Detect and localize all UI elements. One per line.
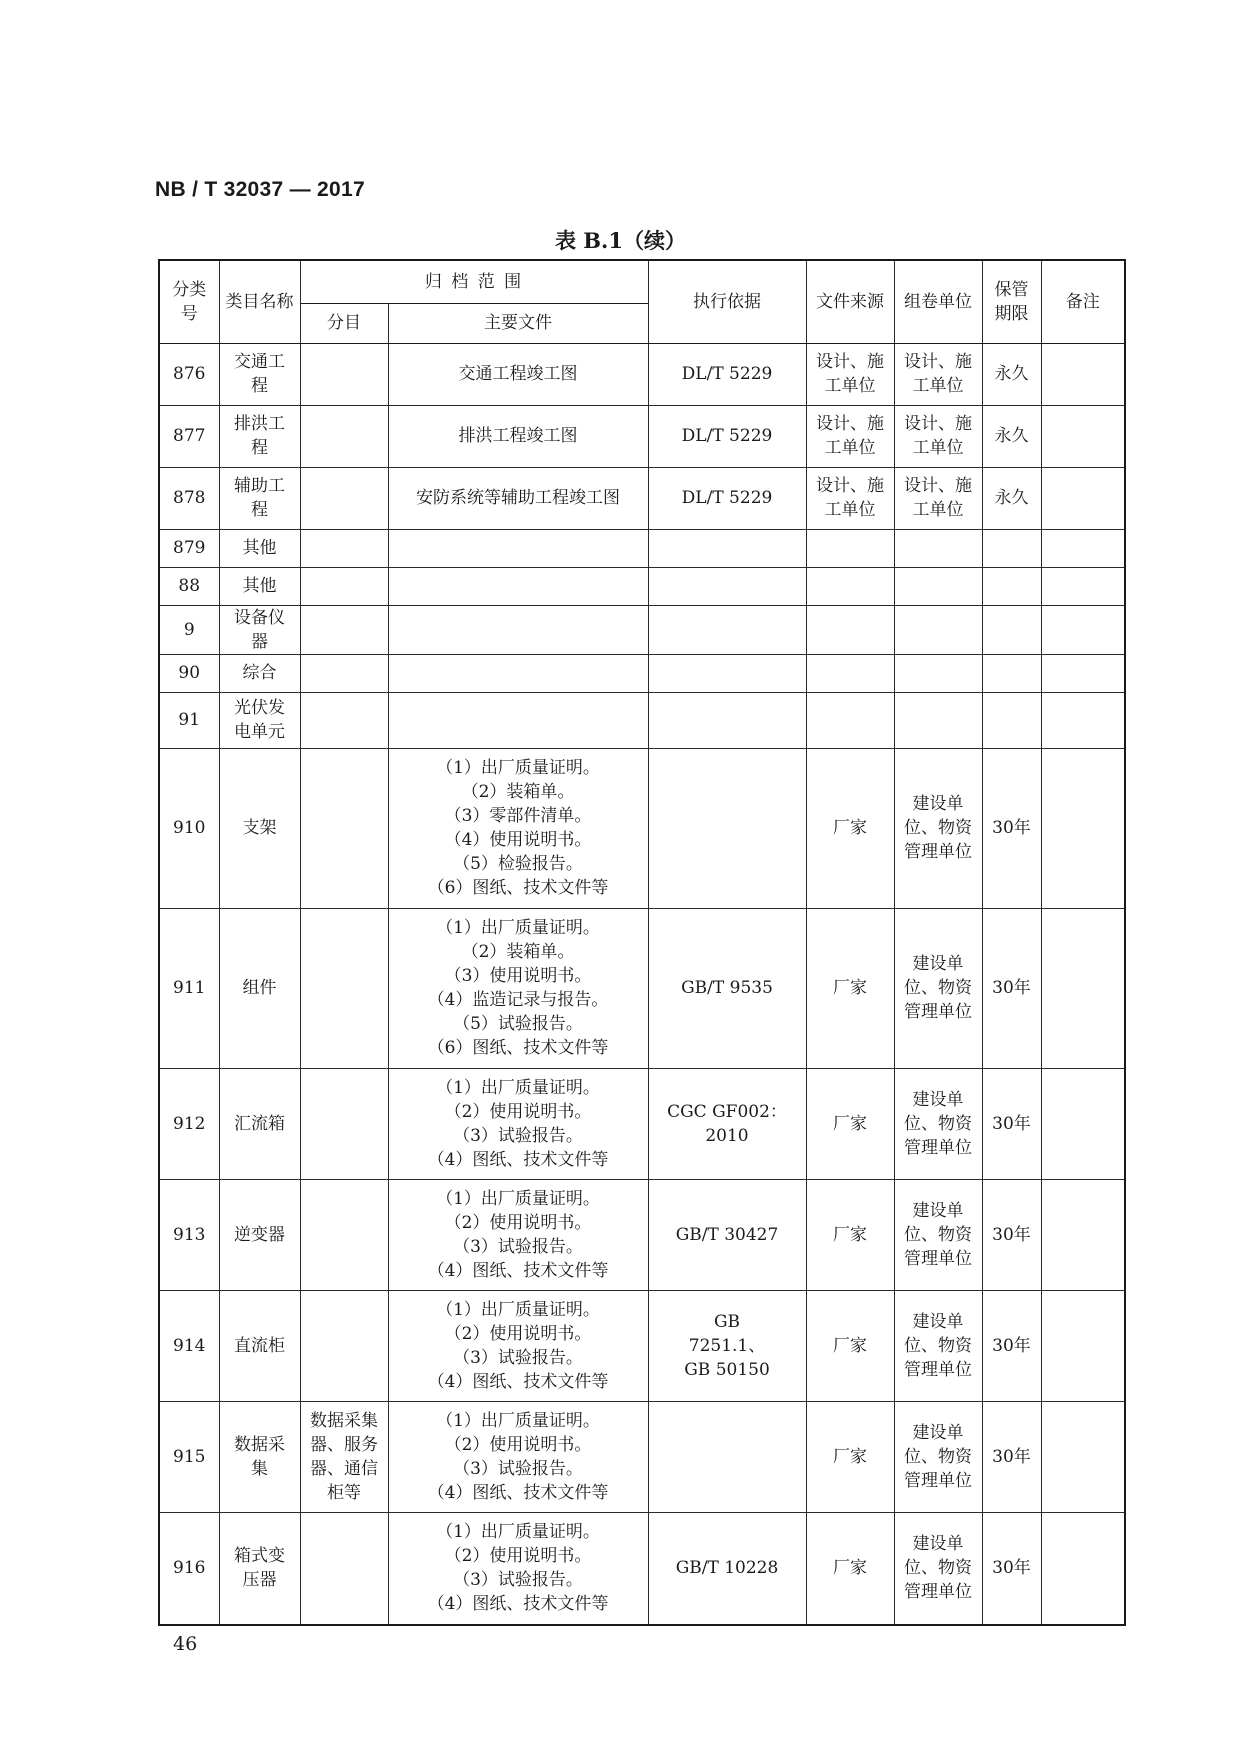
- cell-period: 30年: [982, 1512, 1041, 1625]
- col-header-source: 文件来源: [806, 260, 894, 343]
- col-header-remark: 备注: [1041, 260, 1125, 343]
- cell-basis: DL/T 5229: [648, 405, 806, 467]
- cell-files: [388, 567, 648, 605]
- cell-source: 厂家: [806, 1401, 894, 1512]
- cell-name: 光伏发电单元: [219, 692, 300, 748]
- cell-name: 箱式变压器: [219, 1512, 300, 1625]
- file-item: （3）零部件清单。: [444, 806, 592, 826]
- file-item: （5）试验报告。: [453, 1014, 583, 1034]
- cell-sub: [300, 1512, 388, 1625]
- files-list: [392, 1298, 645, 1394]
- files-list: [392, 916, 645, 1060]
- cell-code: 912: [159, 1068, 219, 1179]
- cell-files: [388, 1068, 648, 1179]
- table-row: [159, 654, 1125, 692]
- cell-remark: [1041, 605, 1125, 654]
- cell-name: 其他: [219, 529, 300, 567]
- cell-period: 30年: [982, 1290, 1041, 1401]
- cell-remark: [1041, 748, 1125, 908]
- cell-remark: [1041, 692, 1125, 748]
- cell-source: 厂家: [806, 1179, 894, 1290]
- file-item: （2）装箱单。: [461, 782, 575, 802]
- cell-remark: [1041, 1068, 1125, 1179]
- cell-code: 915: [159, 1401, 219, 1512]
- col-header-files: 主要文件: [388, 303, 648, 343]
- cell-period: 永久: [982, 467, 1041, 529]
- file-item: （3）试验报告。: [453, 1236, 583, 1257]
- cell-unit: 设计、施工单位: [894, 405, 982, 467]
- cell-files: [388, 908, 648, 1068]
- files-list: [392, 362, 645, 386]
- table-row: [159, 567, 1125, 605]
- cell-remark: [1041, 1290, 1125, 1401]
- cell-unit: [894, 529, 982, 567]
- cell-code: 877: [159, 405, 219, 467]
- cell-basis: GB 7251.1、GB 50150: [648, 1290, 806, 1401]
- cell-code: 878: [159, 467, 219, 529]
- cell-remark: [1041, 1512, 1125, 1625]
- cell-source: 设计、施工单位: [806, 467, 894, 529]
- cell-basis: GB/T 9535: [648, 908, 806, 1068]
- cell-source: 厂家: [806, 748, 894, 908]
- cell-remark: [1041, 343, 1125, 405]
- cell-unit: 建设单位、物资管理单位: [894, 1068, 982, 1179]
- cell-unit: 建设单位、物资管理单位: [894, 1401, 982, 1512]
- cell-name: 逆变器: [219, 1179, 300, 1290]
- cell-source: [806, 692, 894, 748]
- cell-sub: [300, 654, 388, 692]
- file-item: （2）装箱单。: [461, 942, 575, 962]
- file-item: （2）使用说明书。: [444, 1323, 592, 1344]
- col-header-code: 分类号: [159, 260, 219, 343]
- cell-period: 30年: [982, 1401, 1041, 1512]
- cell-unit: [894, 692, 982, 748]
- cell-files: [388, 343, 648, 405]
- cell-code: 911: [159, 908, 219, 1068]
- table-row: [159, 467, 1125, 529]
- cell-basis: [648, 748, 806, 908]
- cell-source: 设计、施工单位: [806, 343, 894, 405]
- cell-period: 30年: [982, 908, 1041, 1068]
- cell-source: [806, 605, 894, 654]
- file-item: （1）出厂质量证明。: [436, 1522, 600, 1543]
- cell-name: 辅助工程: [219, 467, 300, 529]
- table-row: [159, 692, 1125, 748]
- cell-source: 厂家: [806, 1068, 894, 1179]
- cell-code: 9: [159, 605, 219, 654]
- cell-sub: [300, 1290, 388, 1401]
- file-item: （4）图纸、技术文件等: [427, 1482, 609, 1503]
- cell-unit: [894, 654, 982, 692]
- cell-remark: [1041, 467, 1125, 529]
- file-item: （1）出厂质量证明。: [436, 1077, 600, 1098]
- col-header-period: 保管期限: [982, 260, 1041, 343]
- archive-table: [158, 259, 1126, 1626]
- cell-sub: [300, 908, 388, 1068]
- table-row: [159, 1179, 1125, 1290]
- cell-source: [806, 654, 894, 692]
- cell-remark: [1041, 908, 1125, 1068]
- table-row: [159, 1401, 1125, 1512]
- cell-code: 914: [159, 1290, 219, 1401]
- col-header-scope: 归 档 范 围: [300, 260, 648, 303]
- file-item: （6）图纸、技术文件等: [427, 878, 609, 898]
- file-item: （1）出厂质量证明。: [436, 1299, 600, 1320]
- file-item: （1）出厂质量证明。: [436, 918, 600, 938]
- file-item: （5）检验报告。: [453, 854, 583, 874]
- cell-name: 排洪工程: [219, 405, 300, 467]
- cell-code: 91: [159, 692, 219, 748]
- cell-source: [806, 529, 894, 567]
- files-list: [392, 1187, 645, 1283]
- files-list: [392, 756, 645, 900]
- file-item: （4）图纸、技术文件等: [427, 1260, 609, 1281]
- cell-basis: [648, 605, 806, 654]
- cell-source: 设计、施工单位: [806, 405, 894, 467]
- cell-code: 913: [159, 1179, 219, 1290]
- cell-period: 永久: [982, 405, 1041, 467]
- cell-files: [388, 1290, 648, 1401]
- cell-name: 设备仪器: [219, 605, 300, 654]
- cell-sub: [300, 529, 388, 567]
- cell-sub: [300, 748, 388, 908]
- cell-sub: 数据采集器、服务器、通信柜等: [300, 1401, 388, 1512]
- cell-remark: [1041, 529, 1125, 567]
- cell-basis: GB/T 10228: [648, 1512, 806, 1625]
- cell-sub: [300, 405, 388, 467]
- cell-sub: [300, 1068, 388, 1179]
- cell-unit: 建设单位、物资管理单位: [894, 748, 982, 908]
- cell-code: 876: [159, 343, 219, 405]
- file-item: （2）使用说明书。: [444, 1101, 592, 1122]
- cell-name: 组件: [219, 908, 300, 1068]
- cell-period: [982, 567, 1041, 605]
- cell-files: [388, 1179, 648, 1290]
- cell-unit: 建设单位、物资管理单位: [894, 1179, 982, 1290]
- file-item: 排洪工程竣工图: [458, 426, 578, 446]
- cell-unit: [894, 567, 982, 605]
- file-item: 安防系统等辅助工程竣工图: [416, 488, 620, 508]
- cell-basis: [648, 529, 806, 567]
- cell-files: [388, 529, 648, 567]
- cell-period: [982, 529, 1041, 567]
- page-number: 46: [173, 1633, 198, 1655]
- cell-sub: [300, 567, 388, 605]
- files-list: [392, 424, 645, 448]
- table-row: [159, 908, 1125, 1068]
- cell-code: 90: [159, 654, 219, 692]
- cell-remark: [1041, 567, 1125, 605]
- cell-sub: [300, 605, 388, 654]
- cell-source: 厂家: [806, 908, 894, 1068]
- document-code: NB / T 32037 — 2017: [155, 178, 365, 201]
- table-row: [159, 748, 1125, 908]
- cell-source: 厂家: [806, 1512, 894, 1625]
- cell-unit: 建设单位、物资管理单位: [894, 908, 982, 1068]
- table-row: [159, 1290, 1125, 1401]
- file-item: 交通工程竣工图: [458, 364, 578, 384]
- cell-remark: [1041, 405, 1125, 467]
- col-header-basis: 执行依据: [648, 260, 806, 343]
- files-list: [392, 486, 645, 510]
- cell-basis: DL/T 5229: [648, 467, 806, 529]
- table-row: [159, 405, 1125, 467]
- cell-files: [388, 692, 648, 748]
- col-header-unit: 组卷单位: [894, 260, 982, 343]
- cell-period: 30年: [982, 1068, 1041, 1179]
- cell-files: [388, 605, 648, 654]
- cell-name: 数据采集: [219, 1401, 300, 1512]
- cell-files: [388, 654, 648, 692]
- files-list: [392, 1520, 645, 1616]
- cell-remark: [1041, 1179, 1125, 1290]
- cell-name: 支架: [219, 748, 300, 908]
- col-header-name: 类目名称: [219, 260, 300, 343]
- cell-sub: [300, 467, 388, 529]
- table-body: [159, 343, 1125, 1625]
- cell-basis: [648, 654, 806, 692]
- file-item: （1）出厂质量证明。: [436, 1410, 600, 1431]
- cell-name: 汇流箱: [219, 1068, 300, 1179]
- cell-code: 916: [159, 1512, 219, 1625]
- cell-basis: GB/T 30427: [648, 1179, 806, 1290]
- cell-unit: 设计、施工单位: [894, 467, 982, 529]
- file-item: （2）使用说明书。: [444, 1212, 592, 1233]
- cell-files: [388, 467, 648, 529]
- cell-unit: [894, 605, 982, 654]
- table-row: [159, 605, 1125, 654]
- cell-basis: [648, 1401, 806, 1512]
- cell-code: 88: [159, 567, 219, 605]
- table-header: [159, 260, 1125, 343]
- table-row: [159, 1068, 1125, 1179]
- table-row: [159, 529, 1125, 567]
- cell-files: [388, 1401, 648, 1512]
- cell-period: [982, 654, 1041, 692]
- file-item: （4）图纸、技术文件等: [427, 1594, 609, 1615]
- cell-source: 厂家: [806, 1290, 894, 1401]
- file-item: （3）试验报告。: [453, 1570, 583, 1591]
- cell-files: [388, 748, 648, 908]
- file-item: （4）图纸、技术文件等: [427, 1149, 609, 1170]
- cell-name: 交通工程: [219, 343, 300, 405]
- files-list: [392, 1076, 645, 1172]
- cell-sub: [300, 1179, 388, 1290]
- file-item: （3）试验报告。: [453, 1125, 583, 1146]
- cell-basis: DL/T 5229: [648, 343, 806, 405]
- cell-remark: [1041, 1401, 1125, 1512]
- cell-code: 910: [159, 748, 219, 908]
- file-item: （3）使用说明书。: [444, 966, 592, 986]
- cell-basis: CGC GF002：2010: [648, 1068, 806, 1179]
- file-item: （4）图纸、技术文件等: [427, 1371, 609, 1392]
- file-item: （1）出厂质量证明。: [436, 1188, 600, 1209]
- table-caption: 表 B.1（续）: [555, 228, 686, 253]
- table-row: [159, 343, 1125, 405]
- file-item: （3）试验报告。: [453, 1458, 583, 1479]
- file-item: （4）监造记录与报告。: [427, 990, 609, 1010]
- file-item: （1）出厂质量证明。: [436, 758, 600, 778]
- cell-period: [982, 692, 1041, 748]
- table-row: [159, 1512, 1125, 1625]
- file-item: （4）使用说明书。: [444, 830, 592, 850]
- cell-period: 30年: [982, 748, 1041, 908]
- cell-name: 直流柜: [219, 1290, 300, 1401]
- cell-name: 其他: [219, 567, 300, 605]
- cell-period: 永久: [982, 343, 1041, 405]
- file-item: （6）图纸、技术文件等: [427, 1038, 609, 1058]
- cell-source: [806, 567, 894, 605]
- cell-files: [388, 405, 648, 467]
- cell-period: 30年: [982, 1179, 1041, 1290]
- file-item: （3）试验报告。: [453, 1347, 583, 1368]
- cell-sub: [300, 692, 388, 748]
- file-item: （2）使用说明书。: [444, 1546, 592, 1567]
- cell-unit: 建设单位、物资管理单位: [894, 1290, 982, 1401]
- cell-files: [388, 1512, 648, 1625]
- cell-period: [982, 605, 1041, 654]
- cell-unit: 设计、施工单位: [894, 343, 982, 405]
- cell-unit: 建设单位、物资管理单位: [894, 1512, 982, 1625]
- col-header-sub: 分目: [300, 303, 388, 343]
- cell-name: 综合: [219, 654, 300, 692]
- cell-basis: [648, 567, 806, 605]
- cell-code: 879: [159, 529, 219, 567]
- cell-remark: [1041, 654, 1125, 692]
- file-item: （2）使用说明书。: [444, 1434, 592, 1455]
- cell-sub: [300, 343, 388, 405]
- files-list: [392, 1409, 645, 1505]
- cell-basis: [648, 692, 806, 748]
